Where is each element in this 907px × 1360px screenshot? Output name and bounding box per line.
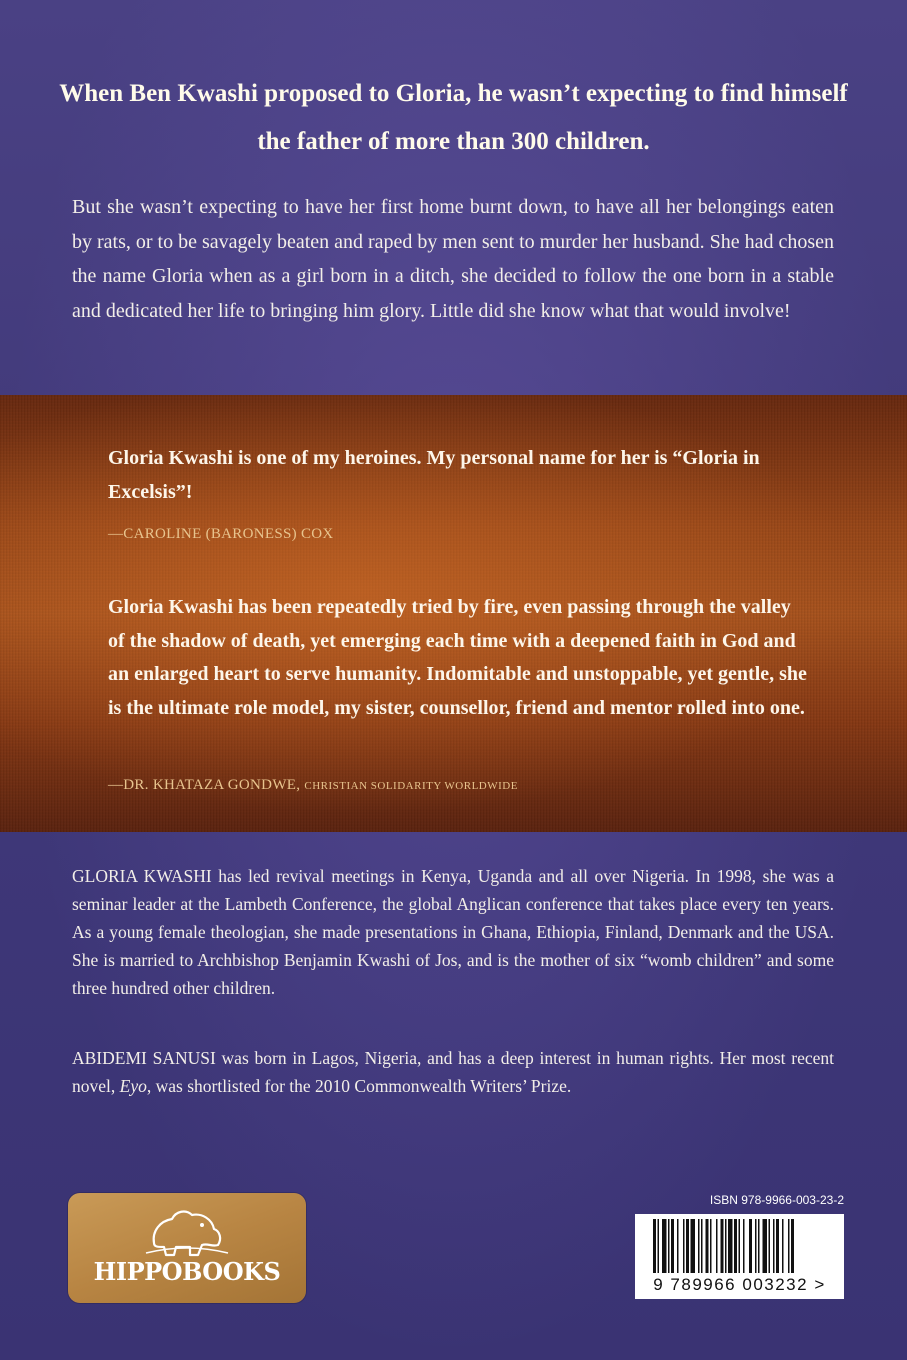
barcode-bars <box>639 1219 840 1275</box>
endorsement-attribution-1 <box>108 526 334 543</box>
endorsement-attribution-2 <box>108 777 518 794</box>
attribution-organization: CHRISTIAN SOLIDARITY WORLDWIDE <box>304 780 518 792</box>
attribution-name: —DR. KHATAZA GONDWE, <box>108 777 301 793</box>
attribution-name: —CAROLINE (BARONESS) COX <box>108 526 334 542</box>
publisher-logo <box>68 1193 306 1303</box>
author-bio-gloria: GLORIA KWASHI has led revival meetings in Kenya, Uganda and all over Nigeria. In 1998, she was a seminar leader at the Lambeth Conference, the global Anglican conference that takes place every ten years. As a young female theologian, she made presentations in Ghana, Ethiopia, Finland, Denmark and the USA. She is married to Archbishop Benjamin Kwashi of Jos, and is the mother of six “womb children” and some three hundred other children. <box>72 866 834 998</box>
headline: When Ben Kwashi proposed to Gloria, he wasn’t expecting to find himself the father of more than 300 children. <box>59 80 848 155</box>
publisher-name: HIPPOBOOKS <box>93 1257 281 1286</box>
barcode <box>635 1214 844 1299</box>
novel-title: Eyo <box>119 1076 147 1096</box>
barcode-digits: 9 789966 003232 > <box>653 1275 826 1294</box>
endorsement-quote-1: Gloria Kwashi is one of my heroines. My personal name for her is “Gloria in Excelsis”! <box>108 447 760 503</box>
author-bio-abidemi <box>72 1044 834 1100</box>
hippo-icon <box>142 1203 232 1261</box>
endorsement-quote-2: Gloria Kwashi has been repeatedly tried by fire, even passing through the valley of the shadow of death, yet emerging each time with a deepened faith in God and an enlarged heart to serve humanity. Indomitable and unstoppable, yet gentle, she is the ultimate role model, my sister, counsellor, friend and mentor rolled into one. <box>108 596 807 719</box>
barcode-area <box>635 1193 844 1303</box>
bio-text-before: ABIDEMI SANUSI was born in Lagos, Nigeria, and has a deep interest in human rights. Her most recent novel, <box>72 1048 834 1096</box>
endorsements-panel <box>0 395 907 832</box>
bio-text-after: , was shortlisted for the 2010 Commonwealth Writers’ Prize. <box>146 1076 572 1096</box>
intro-paragraph: But she wasn’t expecting to have her first home burnt down, to have all her belongings eaten by rats, or to be savagely beaten and raped by men sent to murder her husband. She had chosen the name Gloria when as a girl born in a ditch, she decided to follow the one born in a stable and dedicated her life to bringing him glory. Little did she know what that would involve! <box>72 196 834 322</box>
isbn-label: ISBN 978-9966-003-23-2 <box>709 1193 844 1207</box>
